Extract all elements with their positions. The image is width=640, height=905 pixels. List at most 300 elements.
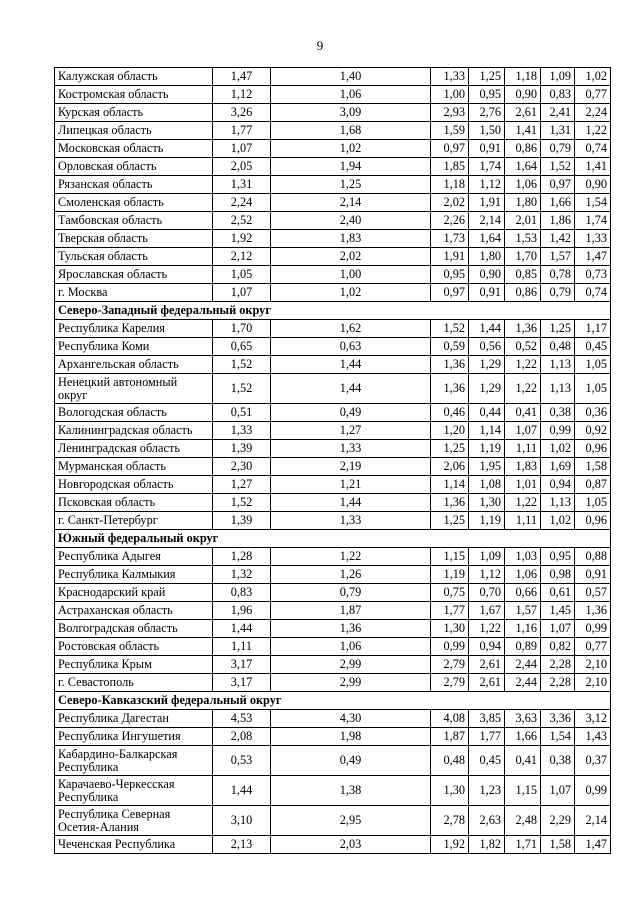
value-cell: 1,50	[469, 122, 505, 140]
table-row	[55, 806, 611, 836]
table-row	[55, 836, 611, 854]
value-cell: 2,14	[575, 806, 611, 836]
value-cell: 1,87	[431, 728, 469, 746]
region-name-cell: Орловская область	[55, 158, 213, 176]
value-cell: 0,48	[541, 338, 575, 356]
region-name-cell: Ненецкий автономный округ	[55, 374, 213, 404]
value-cell: 1,52	[213, 374, 271, 404]
value-cell: 2,02	[431, 194, 469, 212]
value-cell: 2,44	[505, 656, 541, 674]
value-cell: 0,57	[575, 584, 611, 602]
value-cell: 1,32	[213, 566, 271, 584]
value-cell: 2,10	[575, 656, 611, 674]
value-cell: 0,37	[575, 746, 611, 776]
value-cell: 3,17	[213, 656, 271, 674]
value-cell: 1,39	[213, 440, 271, 458]
value-cell: 1,86	[541, 212, 575, 230]
value-cell: 1,73	[431, 230, 469, 248]
value-cell: 0,41	[505, 746, 541, 776]
value-cell: 0,36	[575, 404, 611, 422]
region-name-cell: Кабардино-Балкарская Республика	[55, 746, 213, 776]
value-cell: 0,92	[575, 422, 611, 440]
value-cell: 1,62	[271, 320, 431, 338]
value-cell: 3,26	[213, 104, 271, 122]
region-name-cell: Тамбовская область	[55, 212, 213, 230]
region-name-cell: Мурманская область	[55, 458, 213, 476]
value-cell: 0,90	[575, 176, 611, 194]
value-cell: 2,14	[469, 212, 505, 230]
region-name-cell: Республика Северная Осетия-Алания	[55, 806, 213, 836]
value-cell: 0,91	[469, 140, 505, 158]
value-cell: 1,36	[431, 374, 469, 404]
value-cell: 2,40	[271, 212, 431, 230]
table-row	[55, 356, 611, 374]
value-cell: 1,07	[213, 284, 271, 302]
value-cell: 0,95	[431, 266, 469, 284]
value-cell: 1,03	[505, 548, 541, 566]
value-cell: 2,93	[431, 104, 469, 122]
region-name-cell: Карачаево-Черкесская Республика	[55, 776, 213, 806]
value-cell: 1,06	[271, 638, 431, 656]
value-cell: 0,59	[431, 338, 469, 356]
section-header-row	[55, 530, 611, 548]
value-cell: 2,13	[213, 836, 271, 854]
value-cell: 1,08	[469, 476, 505, 494]
region-name-cell: Чеченская Республика	[55, 836, 213, 854]
value-cell: 2,02	[271, 248, 431, 266]
table-row	[55, 566, 611, 584]
region-name-cell: Калужская область	[55, 68, 213, 86]
value-cell: 1,15	[431, 548, 469, 566]
value-cell: 1,25	[541, 320, 575, 338]
value-cell: 3,09	[271, 104, 431, 122]
value-cell: 0,70	[469, 584, 505, 602]
value-cell: 0,95	[541, 548, 575, 566]
region-name-cell: г. Севастополь	[55, 674, 213, 692]
value-cell: 1,83	[505, 458, 541, 476]
value-cell: 1,09	[469, 548, 505, 566]
value-cell: 2,06	[431, 458, 469, 476]
value-cell: 1,57	[505, 602, 541, 620]
value-cell: 2,08	[213, 728, 271, 746]
value-cell: 1,42	[541, 230, 575, 248]
value-cell: 1,02	[271, 140, 431, 158]
value-cell: 2,44	[505, 674, 541, 692]
value-cell: 2,76	[469, 104, 505, 122]
value-cell: 1,58	[541, 836, 575, 854]
value-cell: 1,52	[431, 320, 469, 338]
region-name-cell: Ростовская область	[55, 638, 213, 656]
value-cell: 2,14	[271, 194, 431, 212]
value-cell: 0,95	[469, 86, 505, 104]
value-cell: 0,83	[213, 584, 271, 602]
value-cell: 1,41	[505, 122, 541, 140]
value-cell: 1,25	[469, 68, 505, 86]
table-row	[55, 728, 611, 746]
value-cell: 4,30	[271, 710, 431, 728]
value-cell: 0,99	[575, 776, 611, 806]
value-cell: 1,11	[505, 440, 541, 458]
region-name-cell: Липецкая область	[55, 122, 213, 140]
region-name-cell: Краснодарский край	[55, 584, 213, 602]
value-cell: 1,47	[575, 248, 611, 266]
value-cell: 1,21	[271, 476, 431, 494]
value-cell: 1,11	[213, 638, 271, 656]
value-cell: 0,75	[431, 584, 469, 602]
value-cell: 0,38	[541, 404, 575, 422]
value-cell: 1,17	[575, 320, 611, 338]
region-name-cell: Тверская область	[55, 230, 213, 248]
section-title: Северо-Кавказский федеральный округ	[55, 692, 611, 710]
value-cell: 1,22	[271, 548, 431, 566]
table-row	[55, 656, 611, 674]
value-cell: 1,06	[271, 86, 431, 104]
region-name-cell: Рязанская область	[55, 176, 213, 194]
region-name-cell: Ленинградская область	[55, 440, 213, 458]
table-row	[55, 194, 611, 212]
value-cell: 1,07	[541, 620, 575, 638]
value-cell: 0,48	[431, 746, 469, 776]
value-cell: 2,26	[431, 212, 469, 230]
value-cell: 0,38	[541, 746, 575, 776]
value-cell: 0,79	[271, 584, 431, 602]
value-cell: 1,44	[213, 620, 271, 638]
value-cell: 1,25	[271, 176, 431, 194]
value-cell: 1,58	[575, 458, 611, 476]
value-cell: 2,28	[541, 674, 575, 692]
value-cell: 1,36	[505, 320, 541, 338]
value-cell: 2,30	[213, 458, 271, 476]
region-name-cell: Калининградская область	[55, 422, 213, 440]
region-name-cell: Республика Крым	[55, 656, 213, 674]
value-cell: 1,33	[575, 230, 611, 248]
value-cell: 1,83	[271, 230, 431, 248]
value-cell: 0,77	[575, 638, 611, 656]
value-cell: 1,09	[541, 68, 575, 86]
value-cell: 1,85	[431, 158, 469, 176]
value-cell: 1,74	[469, 158, 505, 176]
value-cell: 1,29	[469, 374, 505, 404]
table-row	[55, 158, 611, 176]
value-cell: 0,61	[541, 584, 575, 602]
value-cell: 1,07	[213, 140, 271, 158]
table-row	[55, 104, 611, 122]
table-row	[55, 212, 611, 230]
value-cell: 1,22	[469, 620, 505, 638]
table-row	[55, 548, 611, 566]
value-cell: 1,36	[431, 494, 469, 512]
value-cell: 1,45	[541, 602, 575, 620]
value-cell: 1,82	[469, 836, 505, 854]
region-name-cell: г. Москва	[55, 284, 213, 302]
value-cell: 0,97	[541, 176, 575, 194]
value-cell: 1,16	[505, 620, 541, 638]
value-cell: 1,14	[469, 422, 505, 440]
value-cell: 0,56	[469, 338, 505, 356]
value-cell: 1,53	[505, 230, 541, 248]
region-name-cell: Республика Адыгея	[55, 548, 213, 566]
table-row	[55, 404, 611, 422]
value-cell: 1,22	[505, 356, 541, 374]
value-cell: 1,96	[213, 602, 271, 620]
value-cell: 1,57	[541, 248, 575, 266]
value-cell: 0,74	[575, 284, 611, 302]
value-cell: 1,18	[505, 68, 541, 86]
value-cell: 1,47	[213, 68, 271, 86]
value-cell: 3,85	[469, 710, 505, 728]
value-cell: 1,23	[469, 776, 505, 806]
value-cell: 2,78	[431, 806, 469, 836]
value-cell: 0,99	[541, 422, 575, 440]
region-name-cell: Смоленская область	[55, 194, 213, 212]
value-cell: 0,49	[271, 746, 431, 776]
value-cell: 1,01	[505, 476, 541, 494]
table-row	[55, 284, 611, 302]
value-cell: 1,07	[541, 776, 575, 806]
value-cell: 0,99	[431, 638, 469, 656]
value-cell: 1,47	[575, 836, 611, 854]
value-cell: 1,02	[271, 284, 431, 302]
value-cell: 1,74	[575, 212, 611, 230]
value-cell: 1,70	[505, 248, 541, 266]
value-cell: 1,05	[575, 356, 611, 374]
value-cell: 0,97	[431, 140, 469, 158]
value-cell: 0,89	[505, 638, 541, 656]
value-cell: 1,44	[469, 320, 505, 338]
value-cell: 1,36	[431, 356, 469, 374]
value-cell: 1,91	[469, 194, 505, 212]
table-row	[55, 122, 611, 140]
section-title: Северо-Западный федеральный округ	[55, 302, 611, 320]
value-cell: 1,14	[431, 476, 469, 494]
value-cell: 1,22	[505, 494, 541, 512]
value-cell: 1,05	[575, 374, 611, 404]
value-cell: 1,44	[213, 776, 271, 806]
value-cell: 1,11	[505, 512, 541, 530]
value-cell: 1,31	[213, 176, 271, 194]
value-cell: 2,61	[469, 674, 505, 692]
value-cell: 1,40	[271, 68, 431, 86]
value-cell: 0,87	[575, 476, 611, 494]
value-cell: 1,77	[469, 728, 505, 746]
value-cell: 1,25	[431, 512, 469, 530]
value-cell: 3,63	[505, 710, 541, 728]
value-cell: 1,02	[575, 68, 611, 86]
value-cell: 3,10	[213, 806, 271, 836]
table-row	[55, 776, 611, 806]
value-cell: 1,91	[431, 248, 469, 266]
value-cell: 0,45	[469, 746, 505, 776]
table-row	[55, 458, 611, 476]
value-cell: 1,80	[469, 248, 505, 266]
value-cell: 0,79	[541, 140, 575, 158]
value-cell: 2,52	[213, 212, 271, 230]
value-cell: 1,33	[271, 512, 431, 530]
value-cell: 1,77	[431, 602, 469, 620]
value-cell: 0,99	[575, 620, 611, 638]
value-cell: 1,98	[271, 728, 431, 746]
value-cell: 1,30	[431, 620, 469, 638]
value-cell: 1,54	[541, 728, 575, 746]
value-cell: 1,92	[213, 230, 271, 248]
value-cell: 1,43	[575, 728, 611, 746]
value-cell: 2,63	[469, 806, 505, 836]
value-cell: 0,96	[575, 440, 611, 458]
value-cell: 1,52	[213, 494, 271, 512]
value-cell: 2,99	[271, 674, 431, 692]
section-header-row	[55, 692, 611, 710]
value-cell: 0,52	[505, 338, 541, 356]
region-name-cell: Республика Дагестан	[55, 710, 213, 728]
table-row	[55, 476, 611, 494]
table-row	[55, 440, 611, 458]
value-cell: 1,28	[213, 548, 271, 566]
value-cell: 0,74	[575, 140, 611, 158]
value-cell: 0,88	[575, 548, 611, 566]
value-cell: 1,54	[575, 194, 611, 212]
value-cell: 0,45	[575, 338, 611, 356]
value-cell: 1,00	[431, 86, 469, 104]
value-cell: 0,96	[575, 512, 611, 530]
value-cell: 0,94	[541, 476, 575, 494]
value-cell: 1,22	[575, 122, 611, 140]
value-cell: 1,18	[431, 176, 469, 194]
value-cell: 2,05	[213, 158, 271, 176]
value-cell: 1,38	[271, 776, 431, 806]
value-cell: 1,27	[213, 476, 271, 494]
value-cell: 2,29	[541, 806, 575, 836]
table-row	[55, 266, 611, 284]
value-cell: 2,19	[271, 458, 431, 476]
value-cell: 1,02	[541, 440, 575, 458]
value-cell: 1,05	[575, 494, 611, 512]
value-cell: 1,92	[431, 836, 469, 854]
value-cell: 1,19	[469, 440, 505, 458]
value-cell: 2,48	[505, 806, 541, 836]
value-cell: 0,46	[431, 404, 469, 422]
value-cell: 1,20	[431, 422, 469, 440]
value-cell: 0,90	[505, 86, 541, 104]
region-name-cell: г. Санкт-Петербург	[55, 512, 213, 530]
value-cell: 1,02	[541, 512, 575, 530]
value-cell: 0,91	[575, 566, 611, 584]
value-cell: 0,51	[213, 404, 271, 422]
value-cell: 2,79	[431, 674, 469, 692]
value-cell: 1,44	[271, 374, 431, 404]
table-row	[55, 674, 611, 692]
value-cell: 2,12	[213, 248, 271, 266]
value-cell: 2,61	[469, 656, 505, 674]
value-cell: 1,66	[541, 194, 575, 212]
value-cell: 0,73	[575, 266, 611, 284]
region-name-cell: Архангельская область	[55, 356, 213, 374]
value-cell: 2,95	[271, 806, 431, 836]
region-name-cell: Республика Ингушетия	[55, 728, 213, 746]
table-row	[55, 602, 611, 620]
table-row	[55, 746, 611, 776]
value-cell: 0,86	[505, 284, 541, 302]
value-cell: 1,52	[213, 356, 271, 374]
region-name-cell: Московская область	[55, 140, 213, 158]
value-cell: 1,59	[431, 122, 469, 140]
section-header-row	[55, 302, 611, 320]
table-row	[55, 338, 611, 356]
value-cell: 1,31	[541, 122, 575, 140]
value-cell: 1,52	[541, 158, 575, 176]
value-cell: 1,22	[505, 374, 541, 404]
region-name-cell: Тульская область	[55, 248, 213, 266]
table-row	[55, 374, 611, 404]
value-cell: 1,29	[469, 356, 505, 374]
table-row	[55, 620, 611, 638]
value-cell: 0,66	[505, 584, 541, 602]
value-cell: 1,87	[271, 602, 431, 620]
table-row	[55, 140, 611, 158]
value-cell: 1,44	[271, 494, 431, 512]
value-cell: 2,61	[505, 104, 541, 122]
value-cell: 1,94	[271, 158, 431, 176]
value-cell: 3,12	[575, 710, 611, 728]
value-cell: 1,25	[431, 440, 469, 458]
value-cell: 1,19	[469, 512, 505, 530]
table-row	[55, 710, 611, 728]
table-row	[55, 230, 611, 248]
value-cell: 0,44	[469, 404, 505, 422]
value-cell: 1,19	[431, 566, 469, 584]
value-cell: 2,10	[575, 674, 611, 692]
value-cell: 1,13	[541, 374, 575, 404]
value-cell: 1,06	[505, 566, 541, 584]
value-cell: 2,99	[271, 656, 431, 674]
value-cell: 1,05	[213, 266, 271, 284]
value-cell: 1,69	[541, 458, 575, 476]
value-cell: 0,91	[469, 284, 505, 302]
table-row	[55, 320, 611, 338]
table-row	[55, 422, 611, 440]
value-cell: 0,53	[213, 746, 271, 776]
value-cell: 0,79	[541, 284, 575, 302]
value-cell: 1,12	[469, 176, 505, 194]
value-cell: 1,00	[271, 266, 431, 284]
region-name-cell: Вологодская область	[55, 404, 213, 422]
value-cell: 1,33	[213, 422, 271, 440]
value-cell: 0,94	[469, 638, 505, 656]
value-cell: 4,53	[213, 710, 271, 728]
value-cell: 1,67	[469, 602, 505, 620]
value-cell: 1,41	[575, 158, 611, 176]
value-cell: 1,12	[213, 86, 271, 104]
region-name-cell: Курская область	[55, 104, 213, 122]
region-name-cell: Костромская область	[55, 86, 213, 104]
section-title: Южный федеральный округ	[55, 530, 611, 548]
table-row	[55, 512, 611, 530]
region-name-cell: Республика Коми	[55, 338, 213, 356]
value-cell: 1,07	[505, 422, 541, 440]
value-cell: 1,15	[505, 776, 541, 806]
value-cell: 1,64	[505, 158, 541, 176]
region-name-cell: Волгоградская область	[55, 620, 213, 638]
table-row	[55, 584, 611, 602]
value-cell: 1,36	[271, 620, 431, 638]
table-row	[55, 248, 611, 266]
table-row	[55, 68, 611, 86]
value-cell: 0,90	[469, 266, 505, 284]
value-cell: 3,17	[213, 674, 271, 692]
value-cell: 1,13	[541, 494, 575, 512]
region-name-cell: Республика Карелия	[55, 320, 213, 338]
value-cell: 2,79	[431, 656, 469, 674]
value-cell: 2,41	[541, 104, 575, 122]
